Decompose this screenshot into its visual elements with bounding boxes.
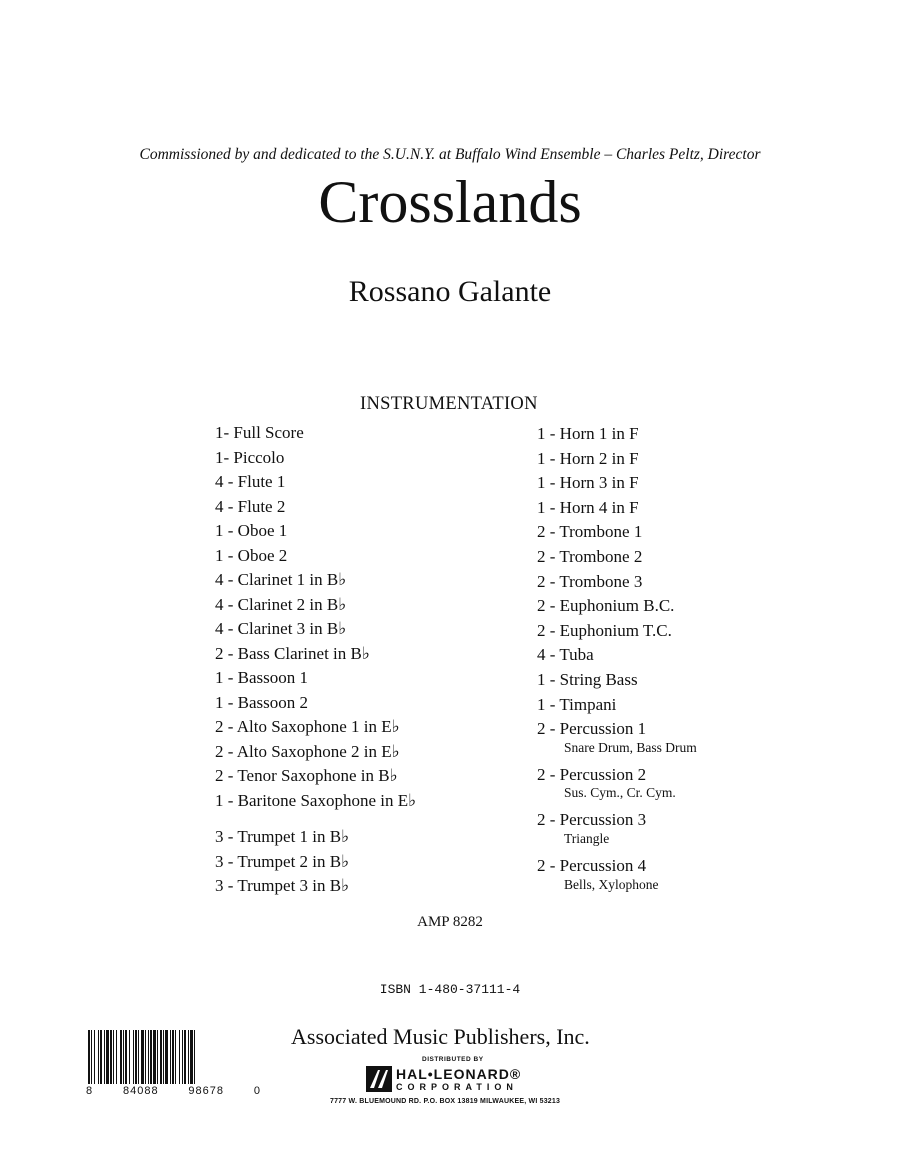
instrument-item: 1 - Oboe 1: [215, 521, 288, 540]
instrument-item: 2 - Euphonium B.C.: [537, 596, 675, 616]
distributor-name: HAL•LEONARD®: [396, 1066, 522, 1082]
page-title: Crosslands: [318, 169, 582, 235]
instrument-item: 1- Full Score: [215, 423, 304, 442]
instrument-item: 4 - Tuba: [537, 645, 594, 665]
instrument-item: 2 - Alto Saxophone 2 in E♭: [215, 741, 400, 761]
barcode-digit-group: 98678: [188, 1085, 224, 1097]
instrumentation-heading: INSTRUMENTATION: [360, 394, 538, 414]
instrument-item: 3 - Trumpet 3 in B♭: [215, 876, 350, 895]
distributor-address: 7777 W. BLUEMOUND RD. P.O. BOX 13819 MILWAUKEE, WI 53213: [330, 1098, 561, 1105]
dedication-line: Commissioned by and dedicated to the S.U.N.Y. at Buffalo Wind Ensemble – Charles Peltz, Director: [139, 146, 761, 163]
instrument-item: 2 - Trombone 2: [537, 546, 643, 566]
barcode-digit-group: 8: [86, 1085, 94, 1097]
distributed-by-label: DISTRIBUTED BY: [422, 1056, 484, 1063]
instrument-item: 4 - Clarinet 2 in B♭: [215, 594, 347, 614]
instrument-item: 4 - Clarinet 3 in B♭: [215, 619, 347, 638]
instrument-detail: Triangle: [564, 830, 610, 846]
catalog-number: AMP 8282: [417, 914, 483, 930]
instrument-item: 2 - Bass Clarinet in B♭: [215, 643, 370, 663]
publisher-name: Associated Music Publishers, Inc.: [291, 1024, 590, 1049]
instrument-item: 1 - Horn 2 in F: [537, 448, 639, 468]
barcode-digit-group: 84088: [122, 1085, 159, 1097]
instrument-item: 2 - Percussion 3: [537, 810, 647, 830]
distributor-corporation: CORPORATION: [396, 1082, 518, 1092]
instrument-item: 1 - Bassoon 2: [215, 692, 309, 712]
instrument-item: 2 - Tenor Saxophone in B♭: [215, 766, 398, 785]
instrument-item: 1 - Horn 3 in F: [537, 473, 639, 493]
isbn-number: ISBN 1-480-37111-4: [379, 982, 521, 997]
instrument-item: 1 - Horn 1 in F: [537, 424, 639, 443]
instrument-detail: Sus. Cym., Cr. Cym.: [564, 785, 676, 801]
instrument-detail: Bells, Xylophone: [564, 876, 659, 892]
instrument-item: 1- Piccolo: [215, 447, 285, 467]
barcode-icon: [86, 1030, 261, 1084]
instrumentation-left-column: [215, 421, 416, 899]
instrument-item: 2 - Trombone 3: [537, 571, 643, 591]
instrument-item: 2 - Alto Saxophone 1 in E♭: [215, 717, 400, 736]
instrument-item: 3 - Trumpet 2 in B♭: [215, 851, 350, 871]
instrument-item: 1 - String Bass: [537, 669, 638, 689]
instrument-item: 4 - Clarinet 1 in B♭: [215, 570, 347, 589]
instrument-item: 1 - Baritone Saxophone in E♭: [215, 790, 417, 810]
instrument-item: 2 - Percussion 2: [537, 764, 647, 784]
instrument-item: 1 - Horn 4 in F: [537, 497, 639, 517]
instrument-item: 4 - Flute 2: [215, 496, 286, 516]
instrument-item: 2 - Trombone 1: [537, 522, 643, 542]
instrument-item: 2 - Percussion 4: [537, 855, 647, 875]
instrument-item: 1 - Bassoon 1: [215, 668, 309, 687]
barcode-digits: [86, 1085, 261, 1097]
instrument-item: 3 - Trumpet 1 in B♭: [215, 827, 350, 846]
instrument-item: 2 - Euphonium T.C.: [537, 620, 672, 640]
instrument-item: 1 - Oboe 2: [215, 545, 288, 565]
instrument-item: 4 - Flute 1: [215, 472, 286, 491]
instrument-item: 2 - Percussion 1: [537, 719, 647, 739]
composer-name: Rossano Galante: [348, 275, 552, 308]
instrumentation-right-column: [537, 422, 697, 900]
instrument-item: 1 - Timpani: [537, 694, 617, 714]
barcode-digit-group: 0: [253, 1085, 261, 1097]
instrument-detail: Snare Drum, Bass Drum: [564, 739, 697, 755]
